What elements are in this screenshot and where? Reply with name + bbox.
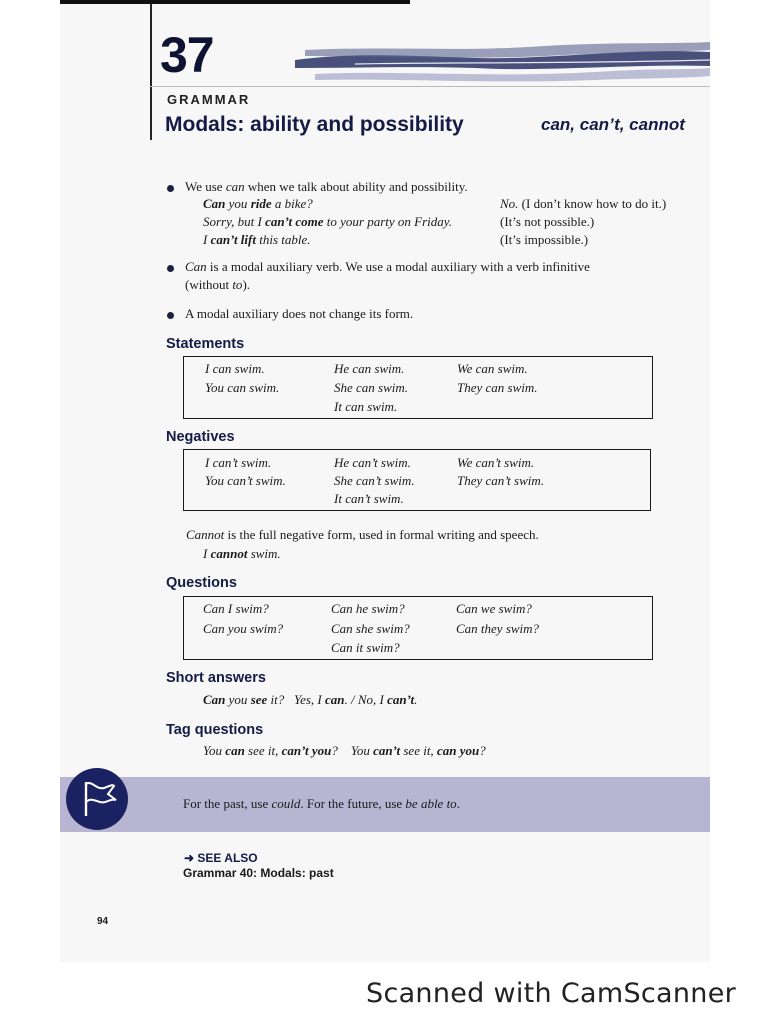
example-sentence: Can you ride a bike?: [203, 196, 313, 211]
see-also-link[interactable]: Grammar 40: Modals: past: [183, 866, 334, 880]
arrow-right-icon: ➜: [184, 851, 195, 865]
table-cell: We can swim.: [457, 361, 528, 376]
header-horizontal-rule: [150, 86, 710, 87]
table-cell: They can swim.: [457, 380, 538, 395]
table-cell: We can’t swim.: [457, 455, 535, 470]
table-cell: He can swim.: [334, 361, 405, 376]
see-also-label: [184, 851, 258, 865]
rule-text: (without to).: [185, 277, 251, 292]
category-label: GRAMMAR: [167, 92, 251, 107]
example-note: No. (I don’t know how to do it.): [500, 196, 667, 211]
table-cell: Can you swim?: [203, 621, 284, 636]
table-cell: Can they swim?: [456, 621, 540, 636]
cannot-example: I cannot swim.: [203, 546, 281, 561]
page-subtitle: can, can’t, cannot: [541, 115, 685, 134]
tip-text: For the past, use could. For the future, use be able to.: [183, 796, 460, 811]
tag-question-example: You can see it, can’t you? You can’t see it, can you?: [203, 743, 486, 758]
table-cell: Can she swim?: [331, 621, 410, 636]
table-cell: She can swim.: [334, 380, 409, 395]
see-also-text: SEE ALSO: [197, 851, 258, 865]
rule-text: We use can when we talk about ability and possibility.: [185, 179, 468, 194]
scanner-watermark: Scanned with CamScanner: [366, 978, 737, 1009]
section-heading-statements: Statements: [166, 336, 245, 352]
section-heading-short-answers: Short answers: [166, 670, 266, 686]
header-vertical-rule: [150, 4, 152, 140]
unit-number: 37: [160, 27, 214, 83]
table-cell: It can swim.: [334, 399, 398, 414]
example-note: (It’s not possible.): [500, 214, 595, 229]
table-cell: Can we swim?: [456, 601, 532, 616]
example-note: (It’s impossible.): [500, 232, 589, 247]
table-cell: I can swim.: [205, 361, 265, 376]
table-cell: Can it swim?: [331, 640, 400, 655]
table-cell: They can’t swim.: [457, 473, 545, 488]
section-heading-tag-questions: Tag questions: [166, 722, 264, 738]
bullet-icon: [167, 185, 174, 192]
table-cell: I can’t swim.: [205, 455, 272, 470]
table-cell: You can’t swim.: [205, 473, 286, 488]
flag-logo-icon: [66, 768, 128, 830]
page-number: 94: [97, 916, 109, 927]
rule-text: A modal auxiliary does not change its form.: [185, 306, 414, 321]
cannot-note: Cannot is the full negative form, used in formal writing and speech.: [186, 527, 539, 542]
table-cell: Can I swim?: [203, 601, 269, 616]
example-sentence: I can’t lift this table.: [203, 232, 311, 247]
section-heading-negatives: Negatives: [166, 429, 235, 445]
table-cell: He can’t swim.: [334, 455, 411, 470]
bullet-icon: [167, 265, 174, 272]
page-title: Modals: ability and possibility: [165, 113, 464, 136]
example-sentence: Sorry, but I can’t come to your party on Friday.: [203, 214, 453, 229]
table-cell: Can he swim?: [331, 601, 405, 616]
table-cell: She can’t swim.: [334, 473, 415, 488]
table-cell: It can’t swim.: [334, 491, 404, 506]
short-answer-example: Can you see it? Yes, I can. / No, I can’t.: [203, 692, 418, 707]
brush-stroke-decoration: [295, 38, 710, 84]
section-heading-questions: Questions: [166, 575, 237, 591]
table-cell: You can swim.: [205, 380, 280, 395]
rule-text: Can is a modal auxiliary verb. We use a modal auxiliary with a verb infinitive: [185, 259, 590, 274]
bullet-icon: [167, 312, 174, 319]
top-rule: [60, 0, 410, 4]
